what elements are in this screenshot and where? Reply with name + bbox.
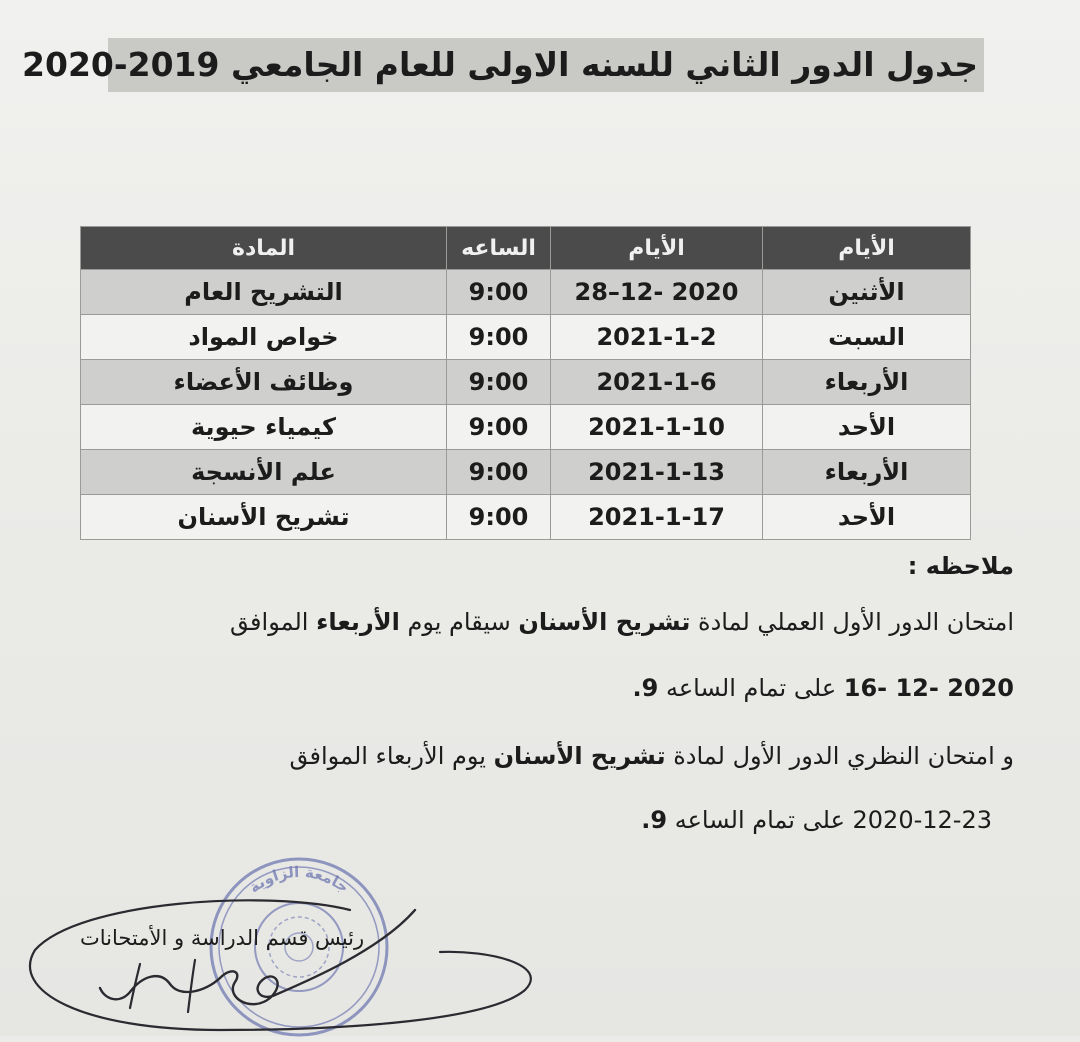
cell-time: 9:00: [447, 495, 551, 540]
header-time: الساعه: [447, 227, 551, 270]
cell-date: 2021-1-13: [551, 450, 763, 495]
cell-date: 2021-1-17: [551, 495, 763, 540]
cell-day: الأحد: [763, 495, 971, 540]
header-date: الأيام: [551, 227, 763, 270]
table-row: [81, 315, 971, 360]
note-date: 16- 12- 2020: [843, 674, 1014, 702]
cell-date: 2021-1-10: [551, 405, 763, 450]
table-header-row: [81, 227, 971, 270]
cell-subject: كيمياء حيوية: [81, 405, 447, 450]
signature-label: رئيس قسم الدراسة و الأمتحانات: [80, 926, 365, 950]
note-line-practical-date: [633, 674, 1014, 702]
note-hour: 9.: [632, 674, 659, 702]
page-title: جدول الدور الثاني للسنه الاولى للعام الجامعي 2019-2020: [108, 38, 984, 92]
note-text: يوم الأربعاء الموافق: [289, 742, 494, 770]
header-subject: المادة: [81, 227, 447, 270]
note-line-theory-date: [641, 806, 992, 834]
cell-subject: علم الأنسجة: [81, 450, 447, 495]
cell-time: 9:00: [447, 315, 551, 360]
note-text: سيقام يوم: [399, 608, 519, 636]
note-text: الموافق: [230, 608, 317, 636]
note-label: ملاحظه :: [907, 552, 1014, 580]
cell-subject: التشريح العام: [81, 270, 447, 315]
cell-time: 9:00: [447, 360, 551, 405]
note-text: على تمام الساعه: [658, 674, 844, 702]
cell-date: 28–12- 2020: [551, 270, 763, 315]
note-date: 2020-12-23: [852, 806, 992, 834]
cell-subject: تشريح الأسنان: [81, 495, 447, 540]
signature-scribble-icon: [20, 880, 540, 1036]
header-day: الأيام: [763, 227, 971, 270]
cell-time: 9:00: [447, 270, 551, 315]
cell-day: الأحد: [763, 405, 971, 450]
cell-date: 2021-1-6: [551, 360, 763, 405]
note-day: الأربعاء: [316, 608, 400, 636]
cell-day: الأربعاء: [763, 360, 971, 405]
note-subject: تشريح الأسنان: [518, 608, 691, 636]
note-line-theory: [290, 742, 1014, 770]
cell-date: 2021-1-2: [551, 315, 763, 360]
note-text: و امتحان النظري الدور الأول لمادة: [665, 742, 1014, 770]
cell-subject: خواص المواد: [81, 315, 447, 360]
note-hour: 9.: [641, 806, 668, 834]
table-row: [81, 450, 971, 495]
cell-time: 9:00: [447, 450, 551, 495]
stamp-text: جامعة الزاوية: [245, 862, 353, 897]
table-row: [81, 405, 971, 450]
table-row: [81, 270, 971, 315]
table-row: [81, 360, 971, 405]
table-row: [81, 495, 971, 540]
cell-subject: وظائف الأعضاء: [81, 360, 447, 405]
cell-day: السبت: [763, 315, 971, 360]
cell-day: الأثنين: [763, 270, 971, 315]
cell-day: الأربعاء: [763, 450, 971, 495]
cell-time: 9:00: [447, 405, 551, 450]
note-subject: تشريح الأسنان: [493, 742, 666, 770]
note-line-practical: [230, 608, 1014, 636]
schedule-table: [80, 226, 971, 540]
note-text: امتحان الدور الأول العملي لمادة: [690, 608, 1014, 636]
note-text: على تمام الساعه: [667, 806, 853, 834]
